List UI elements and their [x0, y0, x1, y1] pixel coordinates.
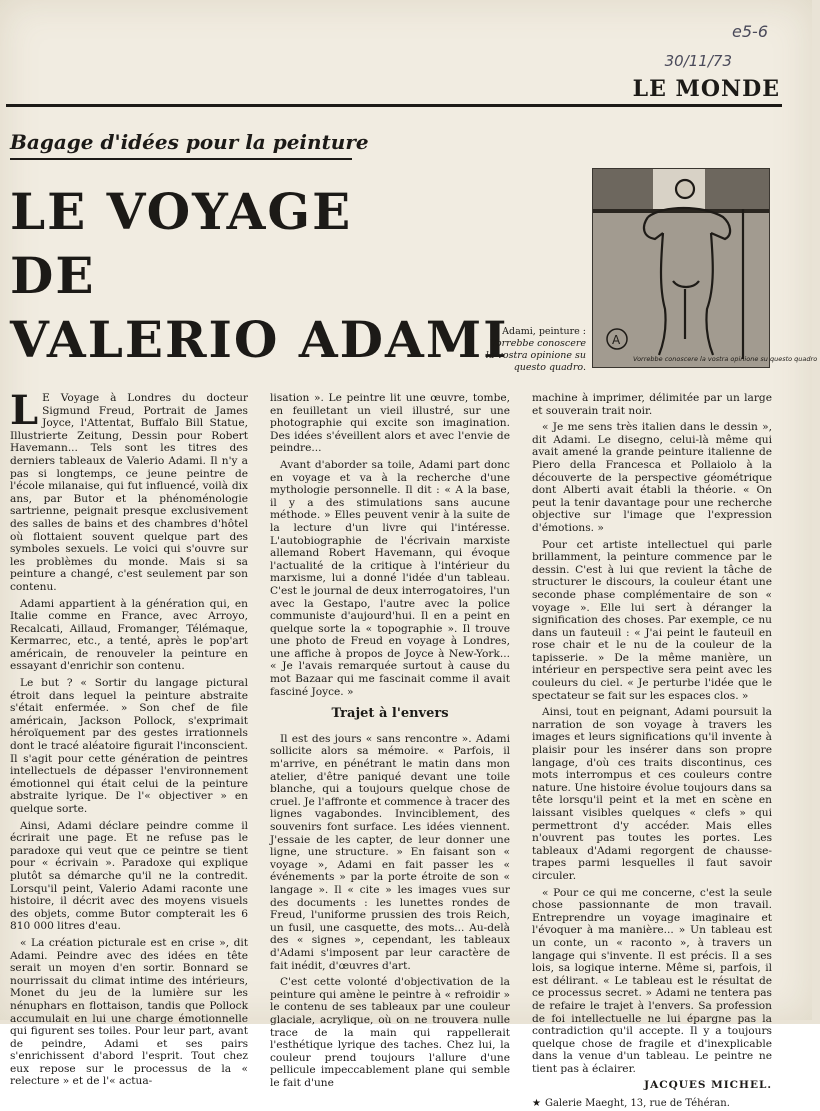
paragraph-1: L E Voyage à Londres du docteur Sigmund Freud, Portrait de James Joyce, l'Attentat, Buffalo Bill Statue, Illustrierte Zeitung, Dessin pour Robert Havemann... Tels sont les titres des derniers tableaux de Valerio Adami. Il n'y a pas si longtemps, ce jeune peintre de l'école milanaise, qui fut influencé, voilà dix ans, par Butor et la phénoménologie sartrienne, peignait presque exclusivement des salles de bains et des chambres d'hôtel où flottaient souvent quelque part des symboles sexuels. Le voici qui s'ouvre sur les problèmes du monde. Mais si sa peinture a changé, c'est seulement par son contenu. [10, 387, 248, 593]
drop-cap: L [10, 387, 39, 434]
paragraph-6: lisation ». Le peintre lit une œuvre, tombe, en feuilletant un vieil illustré, sur une photographie qui excite son imagination. Des idées s'éveillent alors et avec l'envie de peindre... [270, 392, 510, 455]
footnote: ★ Galerie Maeght, 13, rue de Téhéran. [532, 1098, 730, 1110]
headline-line-1: LE VOYAGE [10, 182, 353, 241]
article-column-3 [532, 392, 772, 1111]
paragraph-9: C'est cette volonté d'objectivation de la peinture qui amène le peintre à « refroidir » le contenu de ses tableaux par une couleur glaciale, acrylique, où on ne trouvera nulle trace de la main qui rappellerait l'esthétique lyrique des taches. Chez lui, la couleur prend toujours l'allure d'une pellicule impeccablement plane qui semble le fait d'une [270, 976, 510, 1089]
caption-rest: Vorrebbe conoscere la vostra opinione su questo quadro. [485, 338, 586, 373]
paragraph-14: « Pour ce qui me concerne, c'est la seule chose passionnante de mon travail. Entreprendre un voyage imaginaire et l'évoquer à ma manière... » Un tableau est un conte, un « raconto », à travers un langage qui s'invente. Il est précis. Il a ses lois, sa logique interne. Même si, parfois, il est délirant. « Le tableau est le résultat de ce processus secret. » Adami ne tentera pas de refaire le trajet à l'envers. Sa profession de foi intellectuelle ne lui épargne pas la contradiction qu'il accepte. Il y a toujours quelque chose de fragile et d'inexplicable dans la venue d'un tableau. Le peintre ne tient pas à éclairer. [532, 886, 772, 1075]
masthead: LE MONDE [632, 76, 780, 102]
paragraph-2: Adami appartient à la génération qui, en Italie comme en France, avec Arroyo, Recalcati, Aillaud, Fromanger, Télémaque, Kermarrec, etc., a tenté, après le pop'art américain, de renouveler la peinture en essayant d'enrichir son contenu. [10, 597, 248, 673]
article-column-2 [270, 392, 510, 1093]
kicker-rule [10, 158, 352, 160]
star-icon: ★ [532, 1098, 541, 1110]
paragraph-5: « La création picturale est en crise », dit Adami. Peindre avec des idées en tête serait un moyen d'en sortir. Bonnard se nourrissait du climat intime des intérieurs, Monet du jeu de la lumière sur les nénuphars en flottaison, tandis que Pollock accumulait en lui une charge émotionnelle qui figurent ses toiles. Pour leur part, avant de peindre, Adami et ses pairs s'enrichissent d'abord l'esprit. Tout chez eux repose sur le processus de la « relecture » et de l'« actua- [10, 936, 248, 1088]
painting-illustration [593, 169, 818, 367]
kicker: Bagage d'idées pour la peinture [10, 130, 369, 154]
paragraph-12: Pour cet artiste intellectuel qui parle brillamment, la peinture commence par le dessin. C'est à lui que revient la tâche de structurer le discours, la couleur étant une seconde phase complémentaire de son « voyage ». Elle lui sert à déranger la signification des choses. Par exemple, ce nu dans un fauteuil : « J'ai peint le fauteuil en rose chair et le nu de la couleur de la tapisserie. » De la même manière, un intérieur en perspective sera peint avec les couleurs du ciel. « Je perturbe l'idée que le spectateur se fait sur les espaces clos. » [532, 538, 772, 702]
handwritten-code: e5-6 [732, 22, 768, 41]
caption-line-1: Adami, peinture : [502, 326, 586, 337]
painting-photo [592, 168, 818, 368]
paragraph-3: Le but ? « Sortir du langage pictural étroit dans lequel la peinture abstraite s'était enfermée. » Son chef de file américain, Jackson Pollock, s'exprimait héroïquement par des gestes irrationnels dont le tracé aléatoire figurait l'inconscient. Il s'agit pour cette génération de peintres intellectuels de dépasser l'environnement émotionnel qui était celui de la peinture abstraite lyrique. De l'« objectiver » en quelque sorte. [10, 677, 248, 815]
headline-line-2: DE [10, 246, 96, 305]
article-column-1 [10, 387, 248, 1092]
subheading: Trajet à l'envers [331, 706, 449, 722]
handwritten-date: 30/11/73 [664, 52, 732, 70]
paragraph-8: Il est des jours « sans rencontre ». Adami sollicite alors sa mémoire. « Parfois, il m'arrive, en pénétrant le matin dans mon atelier, d'être paniqué devant une toile blanche, qui a toujours quelque chose de cruel. Je l'affronte et commence à tracer des lignes vagabondes. Invinciblement, des souvenirs font surface. Les idées viennent. J'essaie de les capter, de leur donner une ligne, une structure. » En faisant son « voyage », Adami en fait passer les « événements » par la porte étroite de son « langage ». Il « cite » les images vues sur des documents : les lunettes rondes de Freud, l'uniforme prussien des trois Reich, un fusil, une casquette, des mots... Au-delà des « signes », cependant, les tableaux d'Adami s'imposent par leur caractère de fait inédit, d'œuvres d'art. [270, 732, 510, 972]
paragraph-4: Ainsi, Adami déclare peindre comme il écrirait une page. Et ne refuse pas le paradoxe qui veut que ce peintre se tient pour « écrivain ». Paradoxe qui explique plutôt sa démarche qu'il ne la contredit. Lorsqu'il peint, Valerio Adami raconte une histoire, il décrit avec des moyens visuels des objets, comme Butor compterait les 6 810 000 litres d'eau. [10, 819, 248, 933]
paragraph-11: « Je me sens très italien dans le dessin », dit Adami. Le disegno, celui-là même qui avait amené la grande peinture italienne de Piero della Francesca et Pollaiolo à la découverte de la perspective géométrique dont Alberti avait établi la théorie. « On peut la tenir davantage pour une recherche objective sur l'image que l'expression d'émotions. » [532, 421, 772, 534]
paragraph-10: machine à imprimer, délimitée par un large et souverain trait noir. [532, 392, 772, 417]
painting-inscription: Vorrebbe conoscere la vostra opinione su questo quadro [633, 355, 818, 363]
paragraph-7: Avant d'aborder sa toile, Adami part donc en voyage et va à la recherche d'une mythologie personnelle. Il dit : « A la base, il y a des stimulations sans aucune méthode. » Elles peuvent venir à la suite de la lecture d'un livre qui l'intéresse. L'autobiographie de l'écrivain marxiste allemand Robert Havemann, qui évoque l'actualité de la critique à l'intérieur du marxisme, lui a donné l'idée d'un tableau. C'est le journal de deux interrogatoires, l'un avec la Gestapo, l'autre avec la police communiste d'aujourd'hui. Il en a peint en quelque sorte la « topographie ». Il trouve une photo de Freud en voyage à Londres, une affiche à propos de Joyce à New-York... « Je l'avais remarquée surtout à cause du mot Bazaar qui me fascinait comme il avait fasciné Joyce. » [270, 458, 510, 698]
photo-caption [480, 326, 586, 374]
headline-line-3: VALERIO ADAMI [10, 310, 509, 369]
author-signature: JACQUES MICHEL. [644, 1079, 772, 1092]
paragraph-13: Ainsi, tout en peignant, Adami poursuit la narration de son voyage à travers les images et leurs significations qu'il invente à plaisir pour les insérer dans son propre langage, d'où ces traits discontinus, ces mots interrompus et ces couleurs contre nature. Une histoire évolue toujours dans sa tête lorsqu'il peint et la met en scène en laissant visibles quelques « clefs » qui permettront d'y accéder. Mais elles n'ouvrent pas toutes les portes. Les tableaux d'Adami regorgent de chausse-trapes parmi lesquelles il faut savoir circuler. [532, 706, 772, 882]
top-rule [6, 104, 782, 107]
headline [10, 180, 509, 372]
svg-text:A: A [612, 333, 621, 347]
